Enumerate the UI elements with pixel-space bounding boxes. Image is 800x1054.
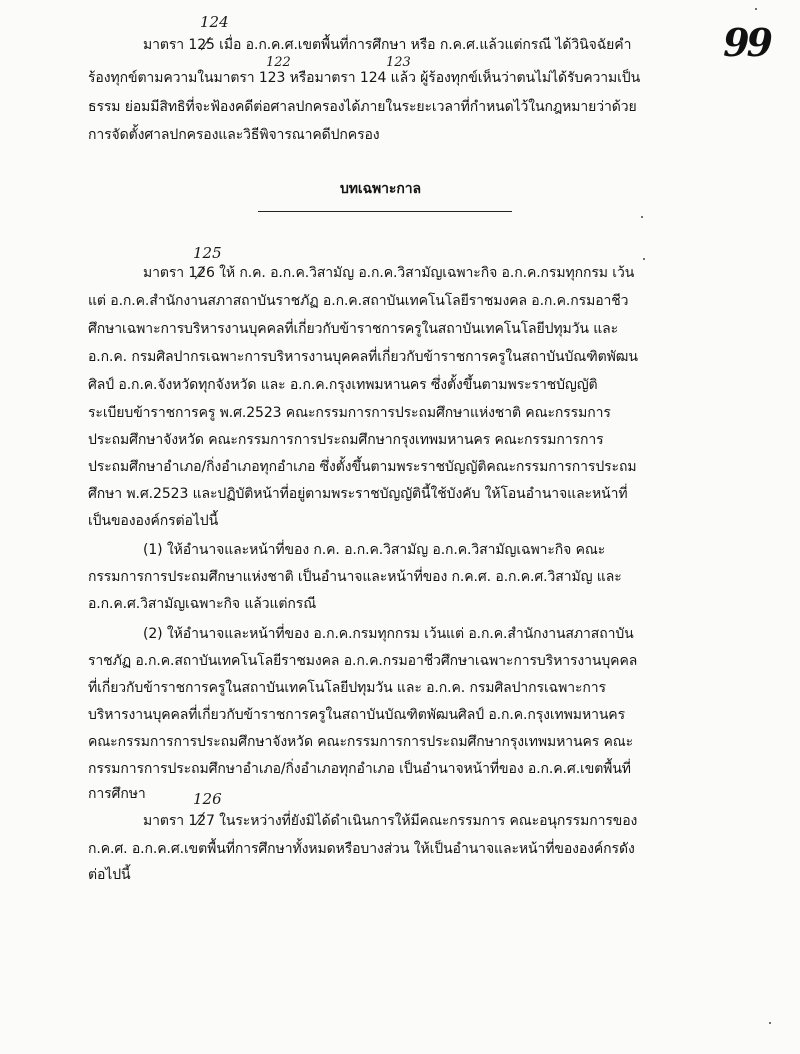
text-line: กรรมการการประถมศึกษาอำเภอ/กิ่งอำเภอทุกอำเภอ เป็นอำนาจหน้าที่ของ อ.ก.ค.ศ.เขตพื้นที่ (88, 761, 631, 777)
text-line: มาตรา 125 เมื่อ อ.ก.ค.ศ.เขตพื้นที่การศึกษา หรือ ก.ค.ศ.แล้วแต่กรณี ได้วินิจฉัยคำ (143, 37, 632, 53)
handwritten-section-number: 124 (200, 13, 229, 31)
text-line: คณะกรรมการการประถมศึกษาจังหวัด คณะกรรมการการประถมศึกษากรุงเทพมหานคร คณะ (88, 734, 634, 750)
text-line: ประถมศึกษาอำเภอ/กิ่งอำเภอทุกอำเภอ ซึ่งตั้งขึ้นตามพระราชบัญญัติคณะกรรมการการประถม (88, 459, 637, 475)
text-line: ประถมศึกษาจังหวัด คณะกรรมการการประถมศึกษากรุงเทพมหานคร คณะกรรมการการ (88, 432, 604, 448)
handwritten-page-number: 99 (723, 20, 770, 65)
scan-speck (641, 216, 643, 218)
text-line: อ.ก.ค. กรมศิลปากรเฉพาะการบริหารงานบุคคลที่เกี่ยวกับข้าราชการครูในสถาบันบัณฑิตพัฒน (88, 349, 638, 365)
text-line: แต่ อ.ก.ค.สำนักงานสภาสถาบันราชภัฏ อ.ก.ค.สถาบันเทคโนโลยีราชมงคล อ.ก.ค.กรมอาชีว (88, 293, 629, 309)
text-line: บริหารงานบุคคลที่เกี่ยวกับข้าราชการครูในสถาบันบัณฑิตพัฒนศิลป์ อ.ก.ค.กรุงเทพมหานคร (88, 707, 625, 723)
handwritten-section-number: 126 (193, 790, 222, 808)
text-line: (2) ให้อำนาจและหน้าที่ของ อ.ก.ค.กรมทุกกรม เว้นแต่ อ.ก.ค.สำนักงานสภาสถาบัน (143, 626, 634, 642)
text-line: มาตรา 127 ในระหว่างที่ยังมิได้ดำเนินการให้มีคณะกรรมการ คณะอนุกรรมการของ (143, 813, 638, 829)
handwritten-ref-number: 123 (386, 55, 411, 70)
text-line: ธรรม ย่อมมีสิทธิที่จะฟ้องคดีต่อศาลปกครองได้ภายในระยะเวลาที่กำหนดไว้ในกฎหมายว่าด้วย (88, 99, 637, 115)
handwritten-section-number: 125 (193, 244, 222, 262)
text-line: ต่อไปนี้ (88, 867, 131, 883)
text-line: ศึกษาเฉพาะการบริหารงานบุคคลที่เกี่ยวกับข้าราชการครูในสถาบันเทคโนโลยีปทุมวัน และ (88, 321, 619, 337)
text-line: เป็นขององค์กรต่อไปนี้ (88, 513, 219, 529)
text-line: การศึกษา (88, 786, 146, 802)
heading-divider (258, 211, 512, 212)
text-line: ศึกษา พ.ศ.2523 และปฏิบัติหน้าที่อยู่ตามพระราชบัญญัตินี้ใช้บังคับ ให้โอนอำนาจและหน้าที่ (88, 486, 628, 502)
text-line: การจัดตั้งศาลปกครองและวิธีพิจารณาคดีปกครอง (88, 127, 380, 143)
handwritten-ref-number: 122 (266, 55, 291, 70)
text-line: ราชภัฏ อ.ก.ค.สถาบันเทคโนโลยีราชมงคล อ.ก.ค.กรมอาชีวศึกษาเฉพาะการบริหารงานบุคคล (88, 653, 638, 669)
text-line: ระเบียบข้าราชการครู พ.ศ.2523 คณะกรรมการการประถมศึกษาแห่งชาติ คณะกรรมการ (88, 405, 611, 421)
text-line: (1) ให้อำนาจและหน้าที่ของ ก.ค. อ.ก.ค.วิสามัญ อ.ก.ค.วิสามัญเฉพาะกิจ คณะ (143, 542, 606, 558)
text-line: ก.ค.ศ. อ.ก.ค.ศ.เขตพื้นที่การศึกษาทั้งหมดหรือบางส่วน ให้เป็นอำนาจและหน้าที่ขององค์กรดัง (88, 841, 635, 857)
text-line: กรรมการการประถมศึกษาแห่งชาติ เป็นอำนาจและหน้าที่ของ ก.ค.ศ. อ.ก.ค.ศ.วิสามัญ และ (88, 569, 622, 585)
text-line: มาตรา 126 ให้ ก.ค. อ.ก.ค.วิสามัญ อ.ก.ค.วิสามัญเฉพาะกิจ อ.ก.ค.กรมทุกกรม เว้น (143, 265, 635, 281)
text-line: ศิลป์ อ.ก.ค.จังหวัดทุกจังหวัด และ อ.ก.ค.กรุงเทพมหานคร ซึ่งตั้งขึ้นตามพระราชบัญญัติ (88, 377, 598, 393)
text-line: ร้องทุกข์ตามความในมาตรา 123 หรือมาตรา 124 แล้ว ผู้ร้องทุกข์เห็นว่าตนไม่ได้รับความเป็น (88, 70, 641, 86)
scan-speck (769, 1022, 771, 1024)
scan-speck (755, 8, 757, 10)
text-line: อ.ก.ค.ศ.วิสามัญเฉพาะกิจ แล้วแต่กรณี (88, 596, 317, 612)
section-heading: บทเฉพาะกาล (340, 181, 421, 197)
scan-speck (643, 258, 645, 260)
text-line: ที่เกี่ยวกับข้าราชการครูในสถาบันเทคโนโลยีปทุมวัน และ อ.ก.ค. กรมศิลปากรเฉพาะการ (88, 680, 606, 696)
